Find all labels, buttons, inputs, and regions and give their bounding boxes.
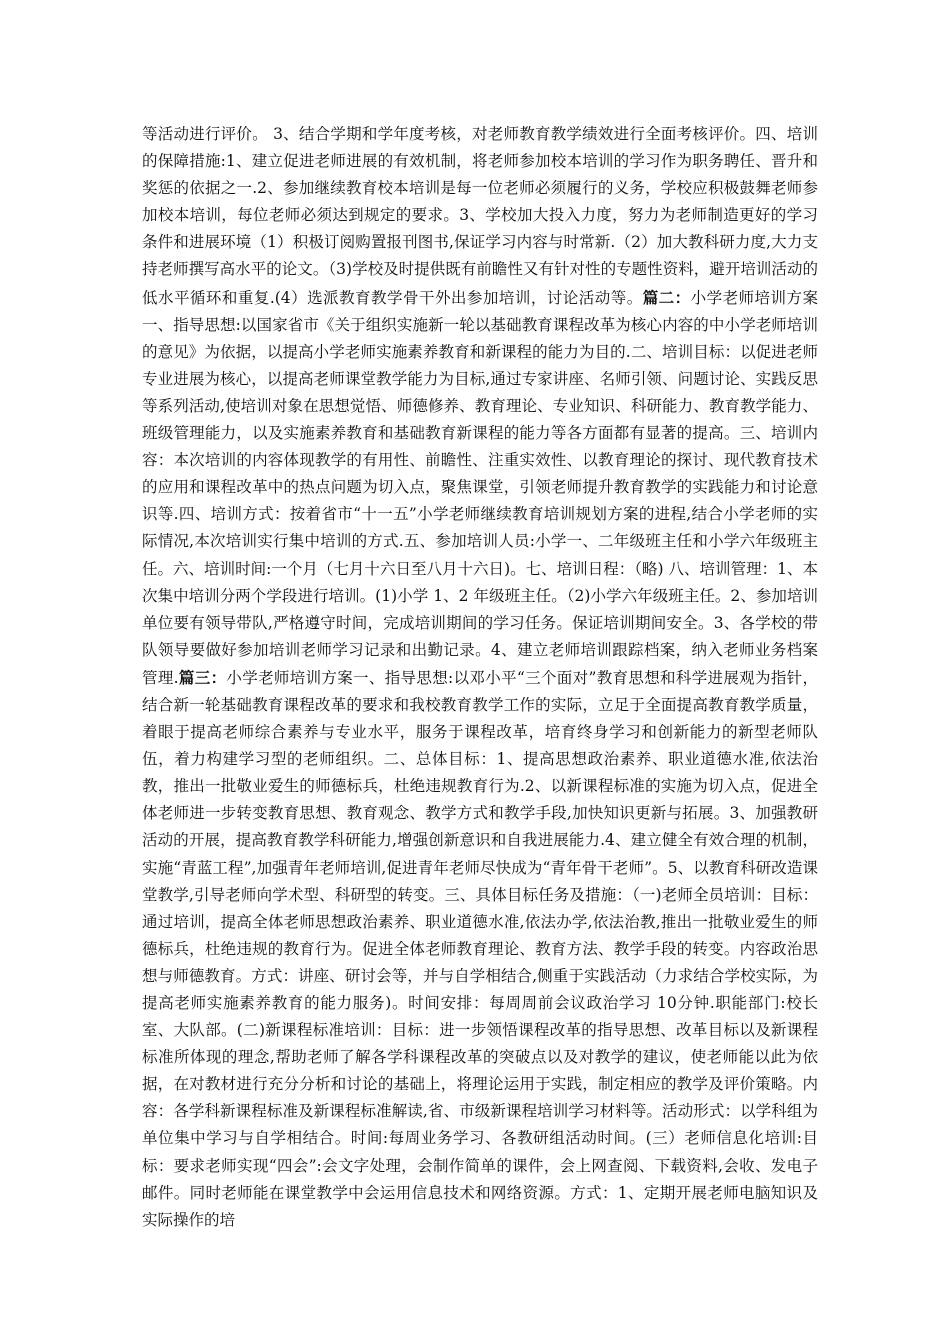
- section-heading-part-2: 篇二：: [642, 287, 691, 307]
- text-segment-1: 等活动进行评价。 3、结合学期和学年度考核，对老师教育教学绩效进行全面考核评价。四、培训的保障措施:1、建立促进老师进展的有效机制，将老师参加校本培训的学习作为职务聘任、晋升和奖惩的依据之一.2、参加继续教育校本培训是每一位老师必须履行的义务，学校应积极鼓舞老师参加校本培训，每位老师必须达到规定的要求。3、学校加大投入力度，努力为老师制造更好的学习条件和进展环境（1）积极订阅购置报刊图书,保证学习内容与时常新.（2）加大教科研力度,大力支持老师撰写高水平的论文。（3)学校及时提供既有前瞻性又有针对性的专题性资料，避开培训活动的低水平循环和重复.(4）选派教育教学骨干外出参加培训，讨论活动等。: [142, 125, 818, 307]
- text-segment-3: 小学老师培训方案一、指导思想:以邓小平“三个面对”教育思想和科学进展观为指针，结合新一轮基础教育课程改革的要求和我校教育教学工作的实际，立足于全面提高教育教学质量，着眼于提高老师综合素养与专业水平，服务于课程改革，培育终身学习和创新能力的新型老师队伍，着力构建学习型的老师组织。二、总体目标：1、提高思想政治素养、职业道德水准,依法治教，推出一批敬业爱生的师德标兵，杜绝违规教育行为.2、以新课程标准的实施为切入点，促进全体老师进一步转变教育思想、教育观念、教学方式和教学手段,加快知识更新与拓展。3、加强教研活动的开展，提高教育教学科研能力,增强创新意识和自我进展能力.4、建立健全有效合理的机制，实施“青蓝工程”,加强青年老师培训,促进青年老师尽快成为“青年骨干老师”。5、以教育科研改造课堂教学,引导老师向学术型、科研型的转变。三、具体目标任务及措施：（一)老师全员培训：目标：通过培训，提高全体老师思想政治素养、职业道德水准,依法办学,依法治教,推出一批敬业爱生的师德标兵，杜绝违规的教育行为。促进全体老师教育理论、教育方法、教学手段的转变。内容政治思想与师德教育。方式：讲座、研讨会等，并与自学相结合,侧重于实践活动（力求结合学校实际，为提高老师实施素养教育的能力服务)。时间安排：每周周前会议政治学习 10分钟.职能部门:校长室、大队部。(二)新课程标准培训：目标：进一步领悟课程改革的指导思想、改革目标以及新课程标准所体现的理念,帮助老师了解各学科课程改革的突破点以及对教学的建议，使老师能以此为依据，在对教材进行充分分析和讨论的基础上，将理论运用于实践，制定相应的教学及评价策略。内容：各学科新课程标准及新课程标准解读,省、市级新课程培训学习材料等。活动形式：以学科组为单位集中学习与自学相结合。时间:每周业务学习、各教研组活动时间。(三）老师信息化培训:目标：要求老师实现“四会”:会文字处理，会制作简单的课件，会上网查阅、下载资料,会收、发电子邮件。同时老师能在课堂教学中会运用信息技术和网络资源。方式：1、定期开展老师电脑知识及实际操作的培: [142, 668, 819, 1229]
- section-heading-part-3: 篇三：: [178, 667, 227, 687]
- text-segment-2: 小学老师培训方案一、指导思想:以国家省市《关于组织实施新一轮以基础教育课程改革为核心内容的中小学老师培训的意见》为依据，以提高小学老师实施素养教育和新课程的能力为目的.二、培训目标：以促进老师专业进展为核心，以提高老师课堂教学能力为目标,通过专家讲座、名师引领、问题讨论、实践反思等系列活动,使培训对象在思想觉悟、师德修养、教育理论、专业知识、科研能力、教育教学能力、班级管理能力，以及实施素养教育和基础教育新课程的能力等各方面都有显著的提高。三、培训内容：本次培训的内容体现教学的有用性、前瞻性、注重实效性、以教育理论的探讨、现代教育技术的应用和课程改革中的热点问题为切入点，聚焦课堂，引领老师提升教育教学的实践能力和讨论意识等.四、培训方式：按着省市“十一五”小学老师继续教育培训规划方案的进程,结合小学老师的实际情况,本次培训实行集中培训的方式.五、参加培训人员:小学一、二年级班主任和小学六年级班主任。六、培训时间:一个月（七月十六日至八月十六日)。七、培训日程：（略) 八、培训管理：1、本次集中培训分两个学段进行培训。(1)小学 1、2 年级班主任。（2)小学六年级班主任。2、参加培训单位要有领导带队,严格遵守时间，完成培训期间的学习任务。保证培训期间安全。3、各学校的带队领导要做好参加培训老师学习记录和出勤记录。4、建立老师培训跟踪档案，纳入老师业务档案管理.: [142, 288, 818, 687]
- body-text: [142, 121, 818, 1234]
